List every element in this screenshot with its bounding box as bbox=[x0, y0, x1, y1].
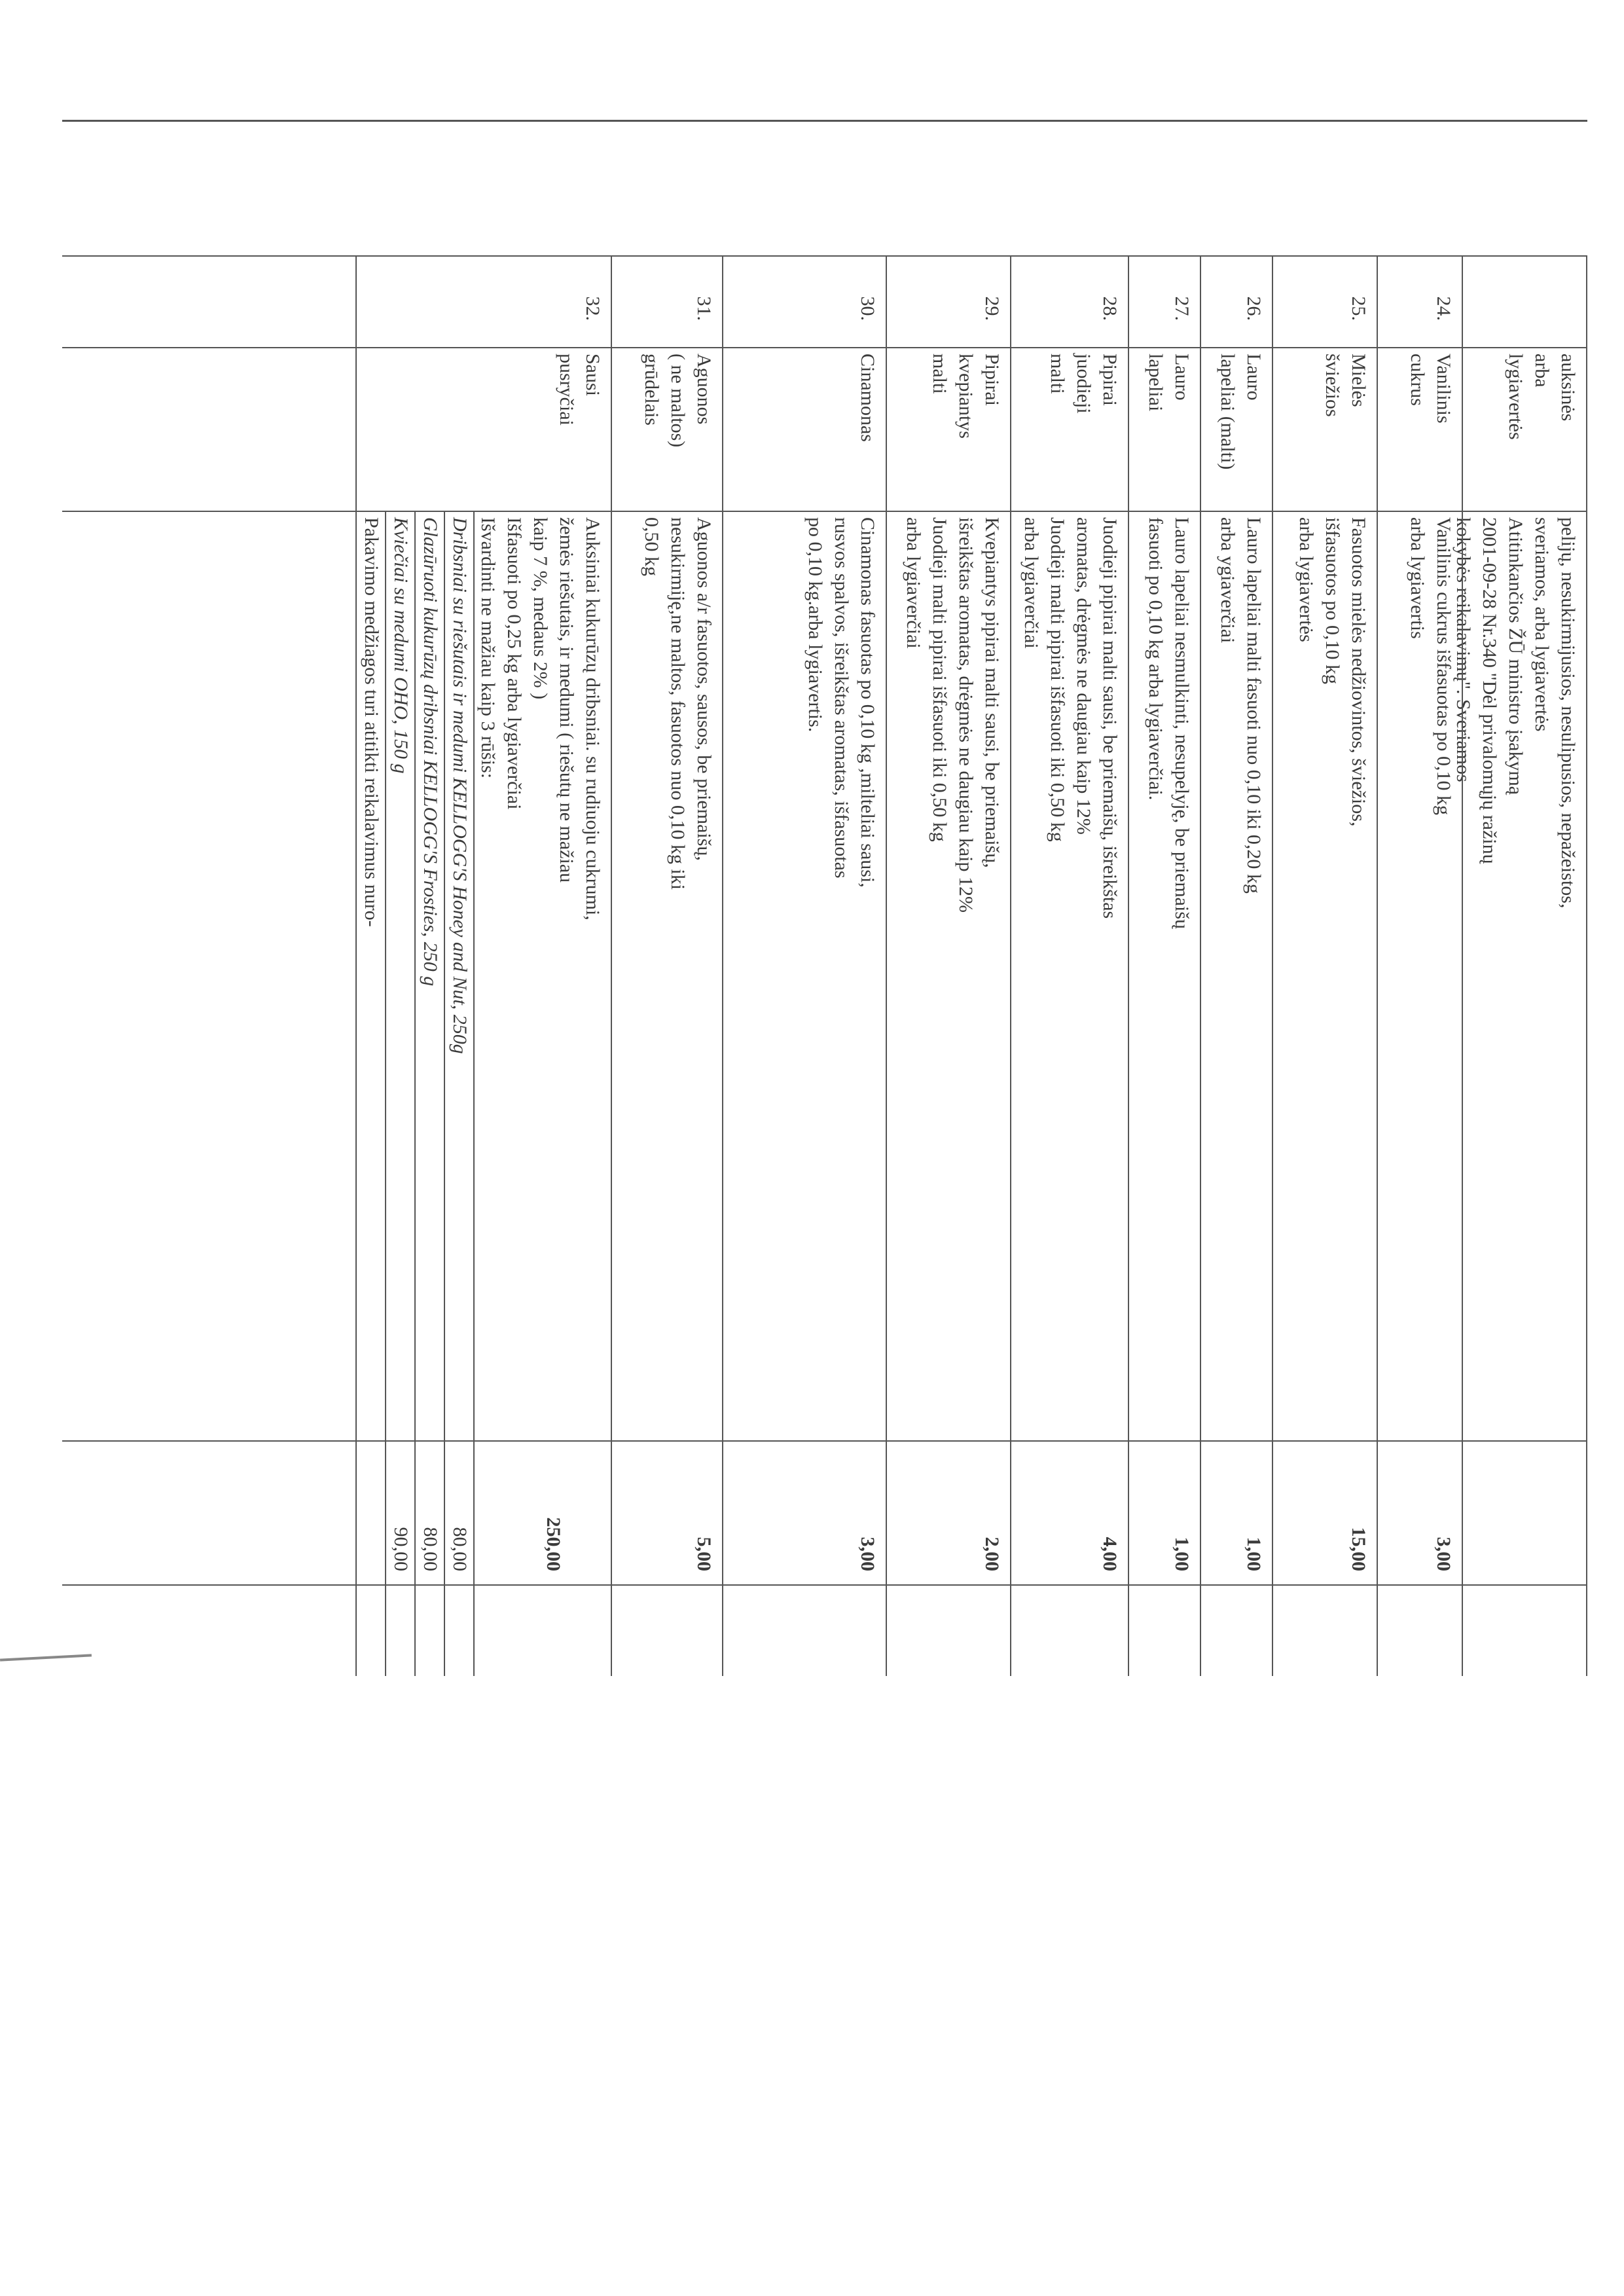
item-quantity: 3,00 bbox=[857, 1537, 878, 1571]
table-row bbox=[886, 255, 887, 1676]
subitem-quantity: 90,00 bbox=[390, 1527, 412, 1571]
column-divider-no bbox=[62, 347, 1587, 348]
table-row bbox=[1586, 255, 1587, 1676]
item-description: Juodieji pipirai malti sausi, be priemaišų, išreikštas aromatas, drėgmės ne daugiau kaip 12% Juodieji malti pipirai išfasuoti iki 0,50 kg arba lygiaverčiai bbox=[1020, 517, 1121, 919]
item-description: Aguonos a/r fasuotos, sausos, be priemaišų, nesukirmiję,ne maltos, fasuotos nuo 0,10 kg iki 0,50 kg bbox=[641, 517, 715, 890]
item-number: 30. bbox=[857, 296, 878, 321]
item-number: 29. bbox=[981, 296, 1003, 321]
item-number: 24. bbox=[1433, 296, 1454, 321]
item-name: Lauro lapeliai bbox=[1145, 354, 1193, 412]
item-description: Cinamonas fasuotas po 0,10 kg ,milteliai sausi, rusvos spalvos, išreikštas aromatas, išfasuotas po 0,10 kg.arba lygiavertis. bbox=[804, 517, 878, 888]
table-bottom-border bbox=[355, 255, 357, 1676]
subitem-divider bbox=[444, 511, 445, 1676]
item-number: 25. bbox=[1348, 296, 1369, 321]
item-name: Sausi pusryčiai bbox=[556, 354, 604, 426]
item-description: pelijų, nesukirmijusios, nesulipusios, nepažeistos, sveriamos, arba lygiavertės Atitinkančios ŽŪ ministro įsakymą 2001-09-28 Nr.340 "Dėl privalomųjų ražinų kokybės reikalavimų". Sveriamos bbox=[1453, 517, 1579, 909]
item-name: Lauro lapeliai (malti) bbox=[1217, 354, 1265, 470]
item-number: 26. bbox=[1243, 296, 1265, 321]
top-rule bbox=[62, 120, 1587, 122]
table-row bbox=[1200, 255, 1201, 1676]
item-name: Aguonos ( ne maltos) grūdelais bbox=[641, 354, 715, 448]
subitem-quantity: 80,00 bbox=[449, 1527, 471, 1571]
table-row bbox=[1272, 255, 1273, 1676]
table-row bbox=[611, 255, 612, 1676]
column-divider-desc bbox=[62, 1440, 1587, 1442]
rotated-procurement-table bbox=[62, 255, 1587, 1676]
table-row bbox=[1377, 255, 1378, 1676]
column-divider-qty bbox=[62, 1584, 1587, 1586]
item-quantity: 4,00 bbox=[1099, 1537, 1121, 1571]
item-quantity: 5,00 bbox=[693, 1537, 715, 1571]
item-number: 32. bbox=[582, 296, 604, 321]
item-name: Vanilinis cukrus bbox=[1407, 354, 1454, 424]
table-border-left bbox=[62, 255, 1587, 257]
item-quantity: 250,00 bbox=[543, 1517, 564, 1571]
subitem-text: Dribsniai su riešutais ir medumi KELLOGG'S Honey and Nut, 250g bbox=[449, 517, 471, 1054]
item-description: Kvepiantys pipirai malti sausi, be priemaišų, išreikštas aromatas, drėgmės ne daugiau kaip 12% Juodieji malti pipirai išfasuoti iki 0,50 kg arba lygiaverčiai bbox=[903, 517, 1003, 913]
subitem-divider bbox=[385, 511, 386, 1676]
item-name: Pipirai juodieji malti bbox=[1047, 354, 1121, 414]
item-description: Lauro lapeliai malti fasuoti nuo 0,10 iki 0,20 kg arba ygiaverčiai bbox=[1217, 517, 1265, 894]
item-description: Fasuotos mielės nedžiovintos, šviežios, išfasuotos po 0,10 kg arba lygiavertės bbox=[1295, 517, 1369, 827]
subitem-quantity: 80,00 bbox=[420, 1527, 441, 1571]
table-row bbox=[1462, 255, 1463, 1676]
subitem-divider bbox=[414, 511, 416, 1676]
item-quantity: 3,00 bbox=[1433, 1537, 1454, 1571]
item-number: 31. bbox=[693, 296, 715, 321]
subitem-divider bbox=[473, 511, 475, 1676]
item-description: Auksiniai kukurūzų dribsniai. su rudiuoju cukrumi, žemės riešutais, ir medumi ( riešutų ne mažiau kaip 7 %, medaus 2% ) Išfasuoti po 0,25 kg arba lygiaverčiai Išvardinti ne mažiau kaip 3 rūšis: bbox=[477, 517, 604, 920]
item-quantity: 1,00 bbox=[1171, 1537, 1193, 1571]
item-description: Vanilinis cukrus išfasuotas po 0,10 kg arba lygiavertis bbox=[1407, 517, 1454, 815]
subitem-text: Kviečiai su medumi OHO, 150 g bbox=[390, 517, 412, 774]
item-quantity: 2,00 bbox=[981, 1537, 1003, 1571]
table-row bbox=[722, 255, 723, 1676]
table-row bbox=[1128, 255, 1129, 1676]
footer-note: Pakavimo medžiagos turi atitikti reikalavimus nuro- bbox=[361, 517, 382, 927]
item-number: 28. bbox=[1099, 296, 1121, 321]
item-name: Pipirai kvepiantys malti bbox=[929, 354, 1003, 439]
item-quantity: 1,00 bbox=[1243, 1537, 1265, 1571]
subitem-text: Glazūruoti kukurūzų dribsniai KELLOGG'S Frosties, 250 g bbox=[420, 517, 441, 987]
item-quantity: 15,00 bbox=[1348, 1527, 1369, 1571]
table-row bbox=[1010, 255, 1011, 1676]
item-name: auksinės arba lygiavertės bbox=[1505, 354, 1579, 440]
item-number: 27. bbox=[1171, 296, 1193, 321]
item-name: Mielės šviežios bbox=[1322, 354, 1369, 417]
column-divider-name bbox=[62, 511, 1587, 512]
item-description: Lauro lapeliai nesmulkinti, nesupelyję, be priemaišų fasuoti po 0,10 kg arba lygiaverčiai. bbox=[1145, 517, 1193, 929]
item-name: Cinamonas bbox=[857, 354, 878, 442]
